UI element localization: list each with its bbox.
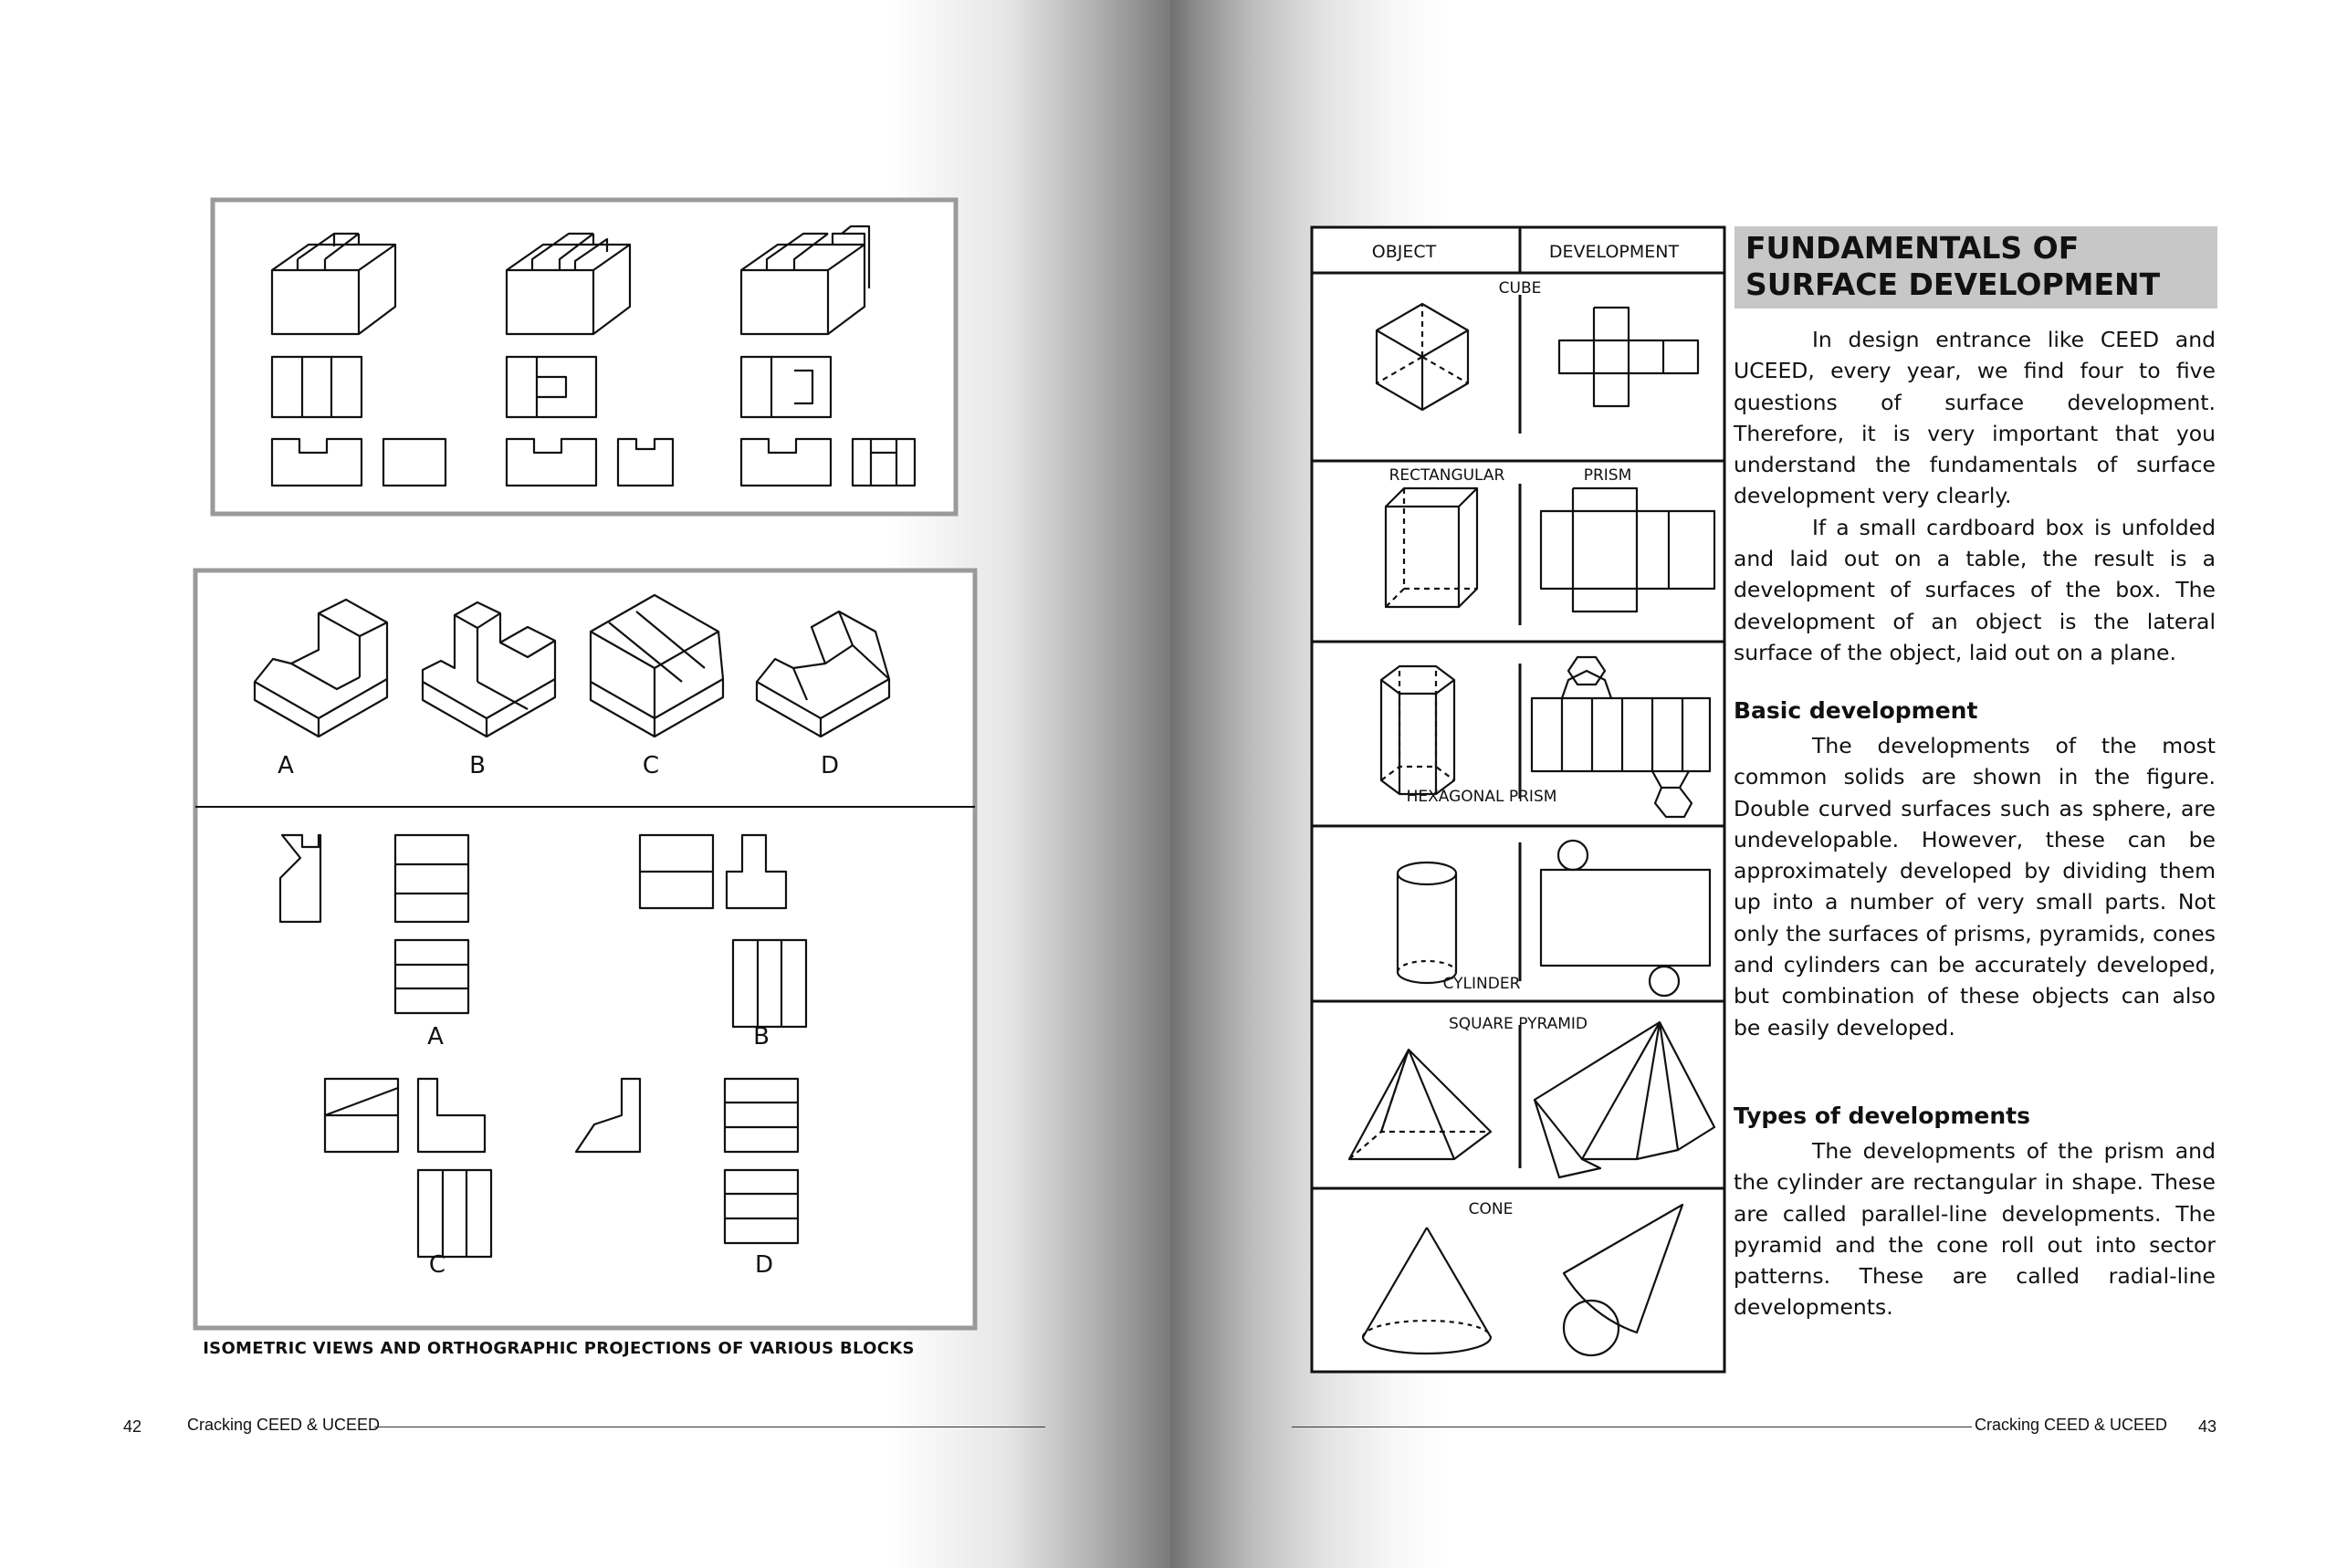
table-header-development: DEVELOPMENT xyxy=(1548,242,1680,262)
blocks-projection-figure xyxy=(210,197,959,517)
basic-development-heading: Basic development xyxy=(1734,697,1978,724)
iso-label-d: D xyxy=(820,752,840,779)
iso-label-c: C xyxy=(642,752,660,779)
intro-paragraph-1: In design entrance like CEED and UCEED, every year, we find four to five questions of surface development. Therefore, it is very important that you understand the fundamentals of surface development very clearly. xyxy=(1734,327,2216,509)
types-of-developments-heading: Types of developments xyxy=(1734,1103,2030,1129)
isometric-orthographic-figure xyxy=(193,568,978,1331)
types-of-developments-paragraph: The developments of the prism and the cylinder are rectangular in shape. These are called parallel-line developments. The pyramid and the cone roll out into sector patterns. These are called radial-line developments. xyxy=(1734,1138,2216,1321)
row-label-cylinder: CYLINDER xyxy=(1442,975,1521,993)
page-number-right: 43 xyxy=(2198,1417,2217,1436)
section-title-line-1: FUNDAMENTALS OF xyxy=(1745,230,2080,266)
iso-label-b: B xyxy=(469,752,486,779)
basic-development-paragraph: The developments of the most common solids are shown in the figure. Double curved surfaces such as sphere, are undevelopable. However, these can be approximately developed by dividing them up into a number of very small parts. Not only the surfaces of prisms, pyramids, cones and cylinders can be accurately developed, but combination of these objects can also be easily developed. xyxy=(1734,733,2216,1040)
running-head-right: Cracking CEED & UCEED xyxy=(1975,1416,2168,1434)
page-number-left: 42 xyxy=(123,1417,142,1436)
row-label-cone: CONE xyxy=(1468,1200,1514,1218)
row-label-hex-prism: HEXAGONAL PRISM xyxy=(1406,788,1557,806)
iso-label-a: A xyxy=(278,752,294,779)
ortho-label-d: D xyxy=(754,1251,774,1279)
row-label-cube: CUBE xyxy=(1498,279,1542,298)
basic-development-text xyxy=(1734,730,2216,1043)
row-label-rect-prism: RECTANGULAR xyxy=(1389,466,1505,485)
intro-text xyxy=(1734,324,2216,668)
types-of-developments-text xyxy=(1734,1135,2216,1323)
ortho-label-c: C xyxy=(428,1251,446,1279)
intro-paragraph-2: If a small cardboard box is unfolded and laid out on a table, the result is a development of surfaces of the box. The development of an object is the lateral surface of the object, laid out on a plane. xyxy=(1734,514,2216,665)
surface-development-table xyxy=(1308,224,1728,1375)
ortho-label-b: B xyxy=(753,1023,770,1051)
running-head-left: Cracking CEED & UCEED xyxy=(187,1416,381,1434)
table-header-object: OBJECT xyxy=(1371,242,1437,262)
ortho-label-a: A xyxy=(427,1023,444,1051)
row-label-rect-prism-2: PRISM xyxy=(1583,466,1632,485)
figure-caption: ISOMETRIC VIEWS AND ORTHOGRAPHIC PROJECTIONS OF VARIOUS BLOCKS xyxy=(203,1339,915,1358)
row-label-square-pyramid: SQUARE PYRAMID xyxy=(1449,1015,1588,1033)
section-title-line-2: SURFACE DEVELOPMENT xyxy=(1745,267,2161,302)
